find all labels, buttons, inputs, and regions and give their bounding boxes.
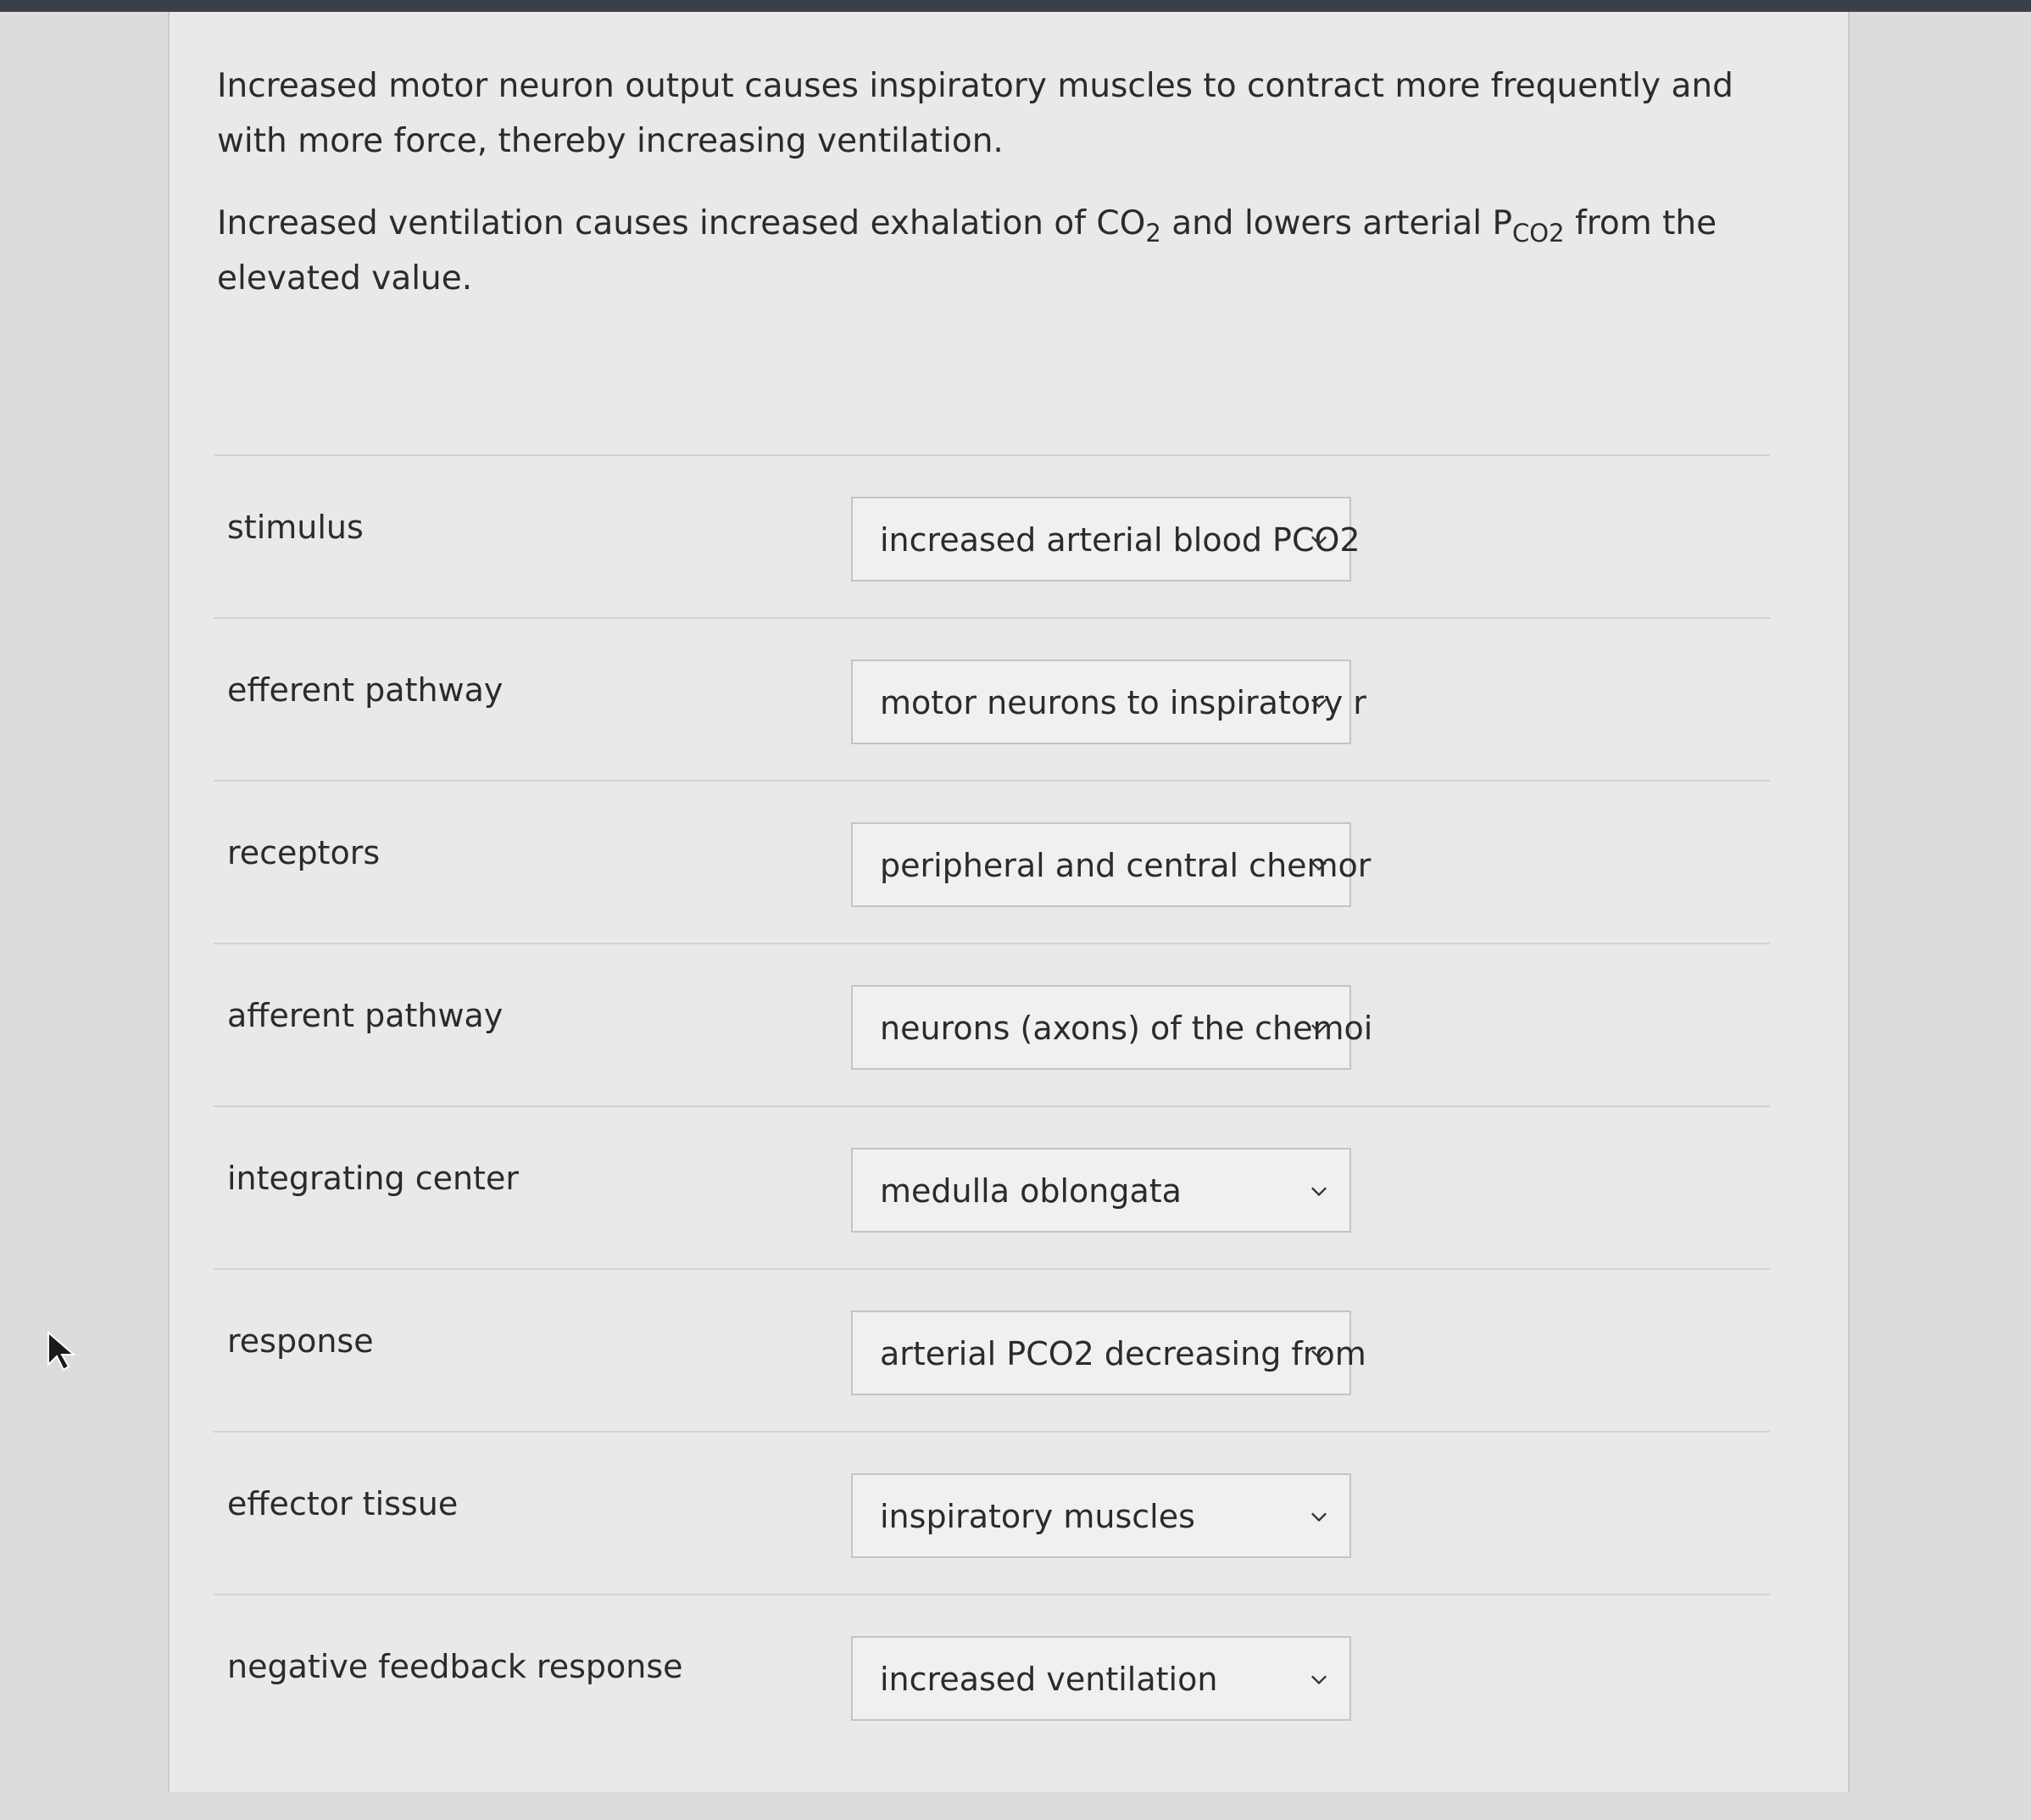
table-row-receptors xyxy=(214,782,1770,943)
table-row-negative-feedback-response xyxy=(214,1595,1770,1756)
table-row-efferent-pathway xyxy=(214,619,1770,780)
table-row-integrating-center xyxy=(214,1107,1770,1268)
chevron-down-icon xyxy=(1307,692,1331,715)
intro-paragraph-1: Increased motor neuron output causes inspiratory muscles to contract more frequently and with more force, thereby increasing ventilation. xyxy=(217,67,1733,160)
chevron-down-icon xyxy=(1307,854,1331,878)
chevron-down-icon xyxy=(1307,1343,1331,1366)
table-row-effector-tissue xyxy=(214,1433,1770,1594)
response-dropdown[interactable] xyxy=(851,1311,1366,1395)
row-label: afferent pathway xyxy=(227,997,504,1034)
dropdown-value: inspiratory muscles xyxy=(880,1498,1195,1535)
chevron-down-icon xyxy=(1307,1180,1331,1204)
dropdown-value: increased ventilation xyxy=(880,1661,1218,1698)
table-row-stimulus xyxy=(214,456,1770,617)
window-top-bar xyxy=(0,0,2031,12)
table-row-afferent-pathway xyxy=(214,944,1770,1105)
dropdown-value: medulla oblongata xyxy=(880,1172,1182,1210)
receptors-dropdown[interactable] xyxy=(851,822,1372,907)
dropdown-value: peripheral and central chemor xyxy=(880,847,1372,884)
integrating-center-dropdown[interactable] xyxy=(851,1148,1351,1233)
chevron-down-icon xyxy=(1307,1506,1331,1529)
row-label: efferent pathway xyxy=(227,671,504,709)
mouse-pointer-icon xyxy=(44,1331,80,1372)
dropdown-value: increased arterial blood PCO2 xyxy=(880,521,1360,559)
row-label: stimulus xyxy=(227,509,364,546)
stimulus-dropdown[interactable] xyxy=(851,497,1360,582)
row-label: response xyxy=(227,1322,374,1360)
chevron-down-icon xyxy=(1307,1017,1331,1041)
row-label: effector tissue xyxy=(227,1485,459,1522)
row-label: negative feedback response xyxy=(227,1648,683,1685)
question-panel xyxy=(168,12,1850,1792)
chevron-down-icon xyxy=(1307,529,1331,553)
dropdown-value: arterial PCO2 decreasing from xyxy=(880,1335,1366,1372)
negative-feedback-response-dropdown[interactable] xyxy=(851,1636,1351,1721)
afferent-pathway-dropdown[interactable] xyxy=(851,985,1373,1070)
intro-paragraph-2: Increased ventilation causes increased exhalation of $CO_2$ and lowers arterial $P_{CO2}$ from the elevated value. xyxy=(217,204,1717,298)
table-row-response xyxy=(214,1270,1770,1431)
question-intro xyxy=(217,58,1794,333)
effector-tissue-dropdown[interactable] xyxy=(851,1473,1351,1558)
row-label: receptors xyxy=(227,834,381,871)
dropdown-value: motor neurons to inspiratory r xyxy=(880,684,1366,721)
chevron-down-icon xyxy=(1307,1668,1331,1692)
dropdown-value: neurons (axons) of the chemoi xyxy=(880,1010,1373,1047)
row-label: integrating center xyxy=(227,1160,519,1197)
efferent-pathway-dropdown[interactable] xyxy=(851,660,1366,744)
matching-table xyxy=(214,454,1770,1756)
